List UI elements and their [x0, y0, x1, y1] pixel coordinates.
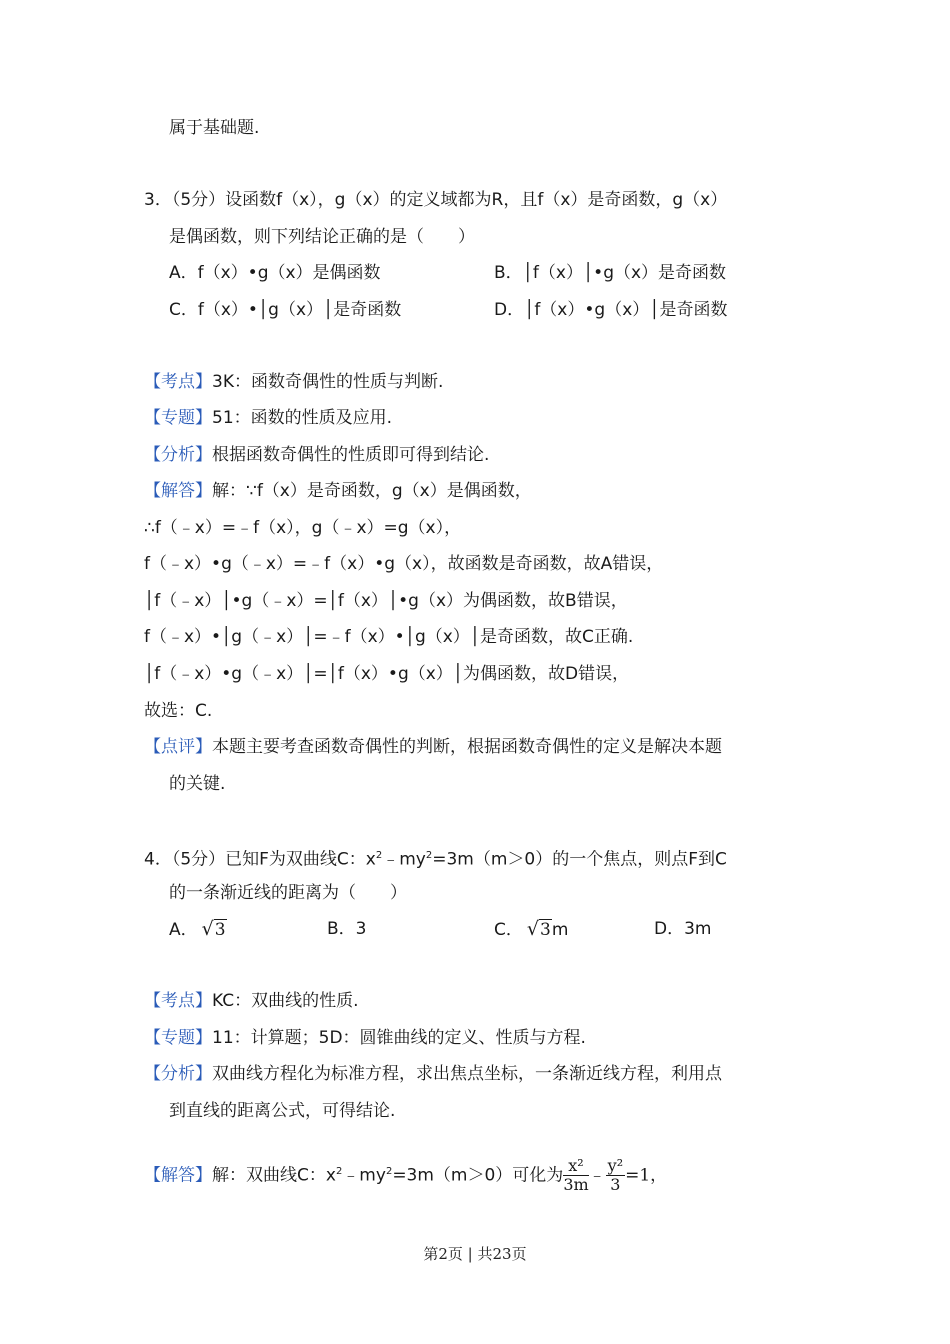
fraction-y2-over-3: $\frac{\text{y²}}{3}$ [607, 1156, 624, 1195]
q3-dianping [144, 736, 722, 758]
sqrt-symbol: √3 [201, 918, 226, 940]
q3-stem-line2: 是偶函数，则下列结论正确的是（ ） [169, 227, 475, 247]
q3-jieda-2: ∴f（﹣x）=﹣f（x），g（﹣x）=g（x）， [144, 518, 462, 538]
jieda-tag: 【解答】 [144, 481, 212, 501]
sqrt-symbol: √3 [526, 918, 551, 940]
q4-fenxi [144, 1063, 722, 1085]
q3-option-c: C．f（x）•│g（x）│是奇函数 [169, 300, 402, 320]
q4-zhuanti [144, 1027, 586, 1049]
fraction-x2-over-3m: $\frac{\text{x²}}{3m}$ [563, 1156, 589, 1195]
fenxi-text: 根据函数奇偶性的性质即可得到结论. [212, 445, 490, 465]
q3-jieda [144, 480, 532, 502]
q3-option-b: B．│f（x）│•g（x）是奇函数 [494, 263, 727, 283]
kaodian-tag: 【考点】 [144, 372, 212, 392]
page-footer: 第2页 | 共23页 [423, 1245, 527, 1263]
kaodian-text: 3K：函数奇偶性的性质与判断. [212, 372, 444, 392]
zhuanti-tag: 【专题】 [144, 408, 212, 428]
q3-jieda-5: f（﹣x）•│g（﹣x）│=﹣f（x）•│g（x）│是奇函数，故C正确. [144, 627, 634, 647]
q4-jieda: 【解答】解：双曲线C：$x^2﹣my^2=3m(m>0)$可化为 $\frac{\text{x²}}{3m}$ ﹣ $\frac{\text{y²}}{3}$ =1， [144, 1156, 668, 1195]
q4-option-c: C． √3m [494, 918, 569, 940]
q3-option-d: D．│f（x）•g（x）│是奇函数 [494, 300, 728, 320]
fenxi-tag: 【分析】 [144, 445, 212, 465]
q3-jieda-6: │f（﹣x）•g（﹣x）│=│f（x）•g（x）│为偶函数，故D错误， [144, 664, 630, 684]
zhuanti-tag: 【专题】 [144, 1028, 212, 1048]
dianping-tag: 【点评】 [144, 737, 212, 757]
q4-kaodian [144, 990, 359, 1012]
q4-stem-line2: 的一条渐近线的距离为（ ） [169, 883, 407, 903]
jieda-tag: 【解答】 [144, 1165, 212, 1186]
fenxi-tag: 【分析】 [144, 1064, 212, 1084]
intro-tail: 属于基础题. [169, 118, 260, 138]
q3-jieda-7: 故选：C. [144, 701, 213, 721]
kaodian-tag: 【考点】 [144, 991, 212, 1011]
q4-option-a: A． √3 [169, 918, 226, 940]
zhuanti-text: 51：函数的性质及应用. [212, 408, 393, 428]
q3-kaodian [144, 371, 443, 393]
fenxi-text-1: 双曲线方程化为标准方程，求出焦点坐标，一条渐近线方程，利用点 [212, 1064, 722, 1084]
q4-stem-line1: 4．（5分）已知F为双曲线C：$x^2﹣my^2=3m(m>0)$的一个焦点，则点F到C [144, 849, 727, 870]
q4-option-b: B．3 [327, 919, 367, 939]
q3-dianping-2: 的关键. [169, 774, 226, 794]
jieda-text-1: 解：∵f（x）是奇函数，g（x）是偶函数， [212, 481, 532, 501]
q3-jieda-3: f（﹣x）•g（﹣x）=﹣f（x）•g（x），故函数是奇函数，故A错误， [144, 554, 664, 574]
q3-stem-line1: 3．（5分）设函数f（x），g（x）的定义域都为R，且f（x）是奇函数，g（x） [144, 190, 728, 210]
kaodian-text: KC：双曲线的性质. [212, 991, 359, 1011]
q3-fenxi [144, 444, 489, 466]
zhuanti-text: 11：计算题；5D：圆锥曲线的定义、性质与方程. [212, 1028, 586, 1048]
q3-zhuanti [144, 407, 392, 429]
q3-jieda-4: │f（﹣x）│•g（﹣x）=│f（x）│•g（x）为偶函数，故B错误， [144, 591, 628, 611]
q4-fenxi-2: 到直线的距离公式，可得结论. [169, 1101, 396, 1121]
q3-option-a: A．f（x）•g（x）是偶函数 [169, 263, 381, 283]
dianping-text-1: 本题主要考查函数奇偶性的判断，根据函数奇偶性的定义是解决本题 [212, 737, 722, 757]
q4-option-d: D．3m [654, 919, 712, 939]
